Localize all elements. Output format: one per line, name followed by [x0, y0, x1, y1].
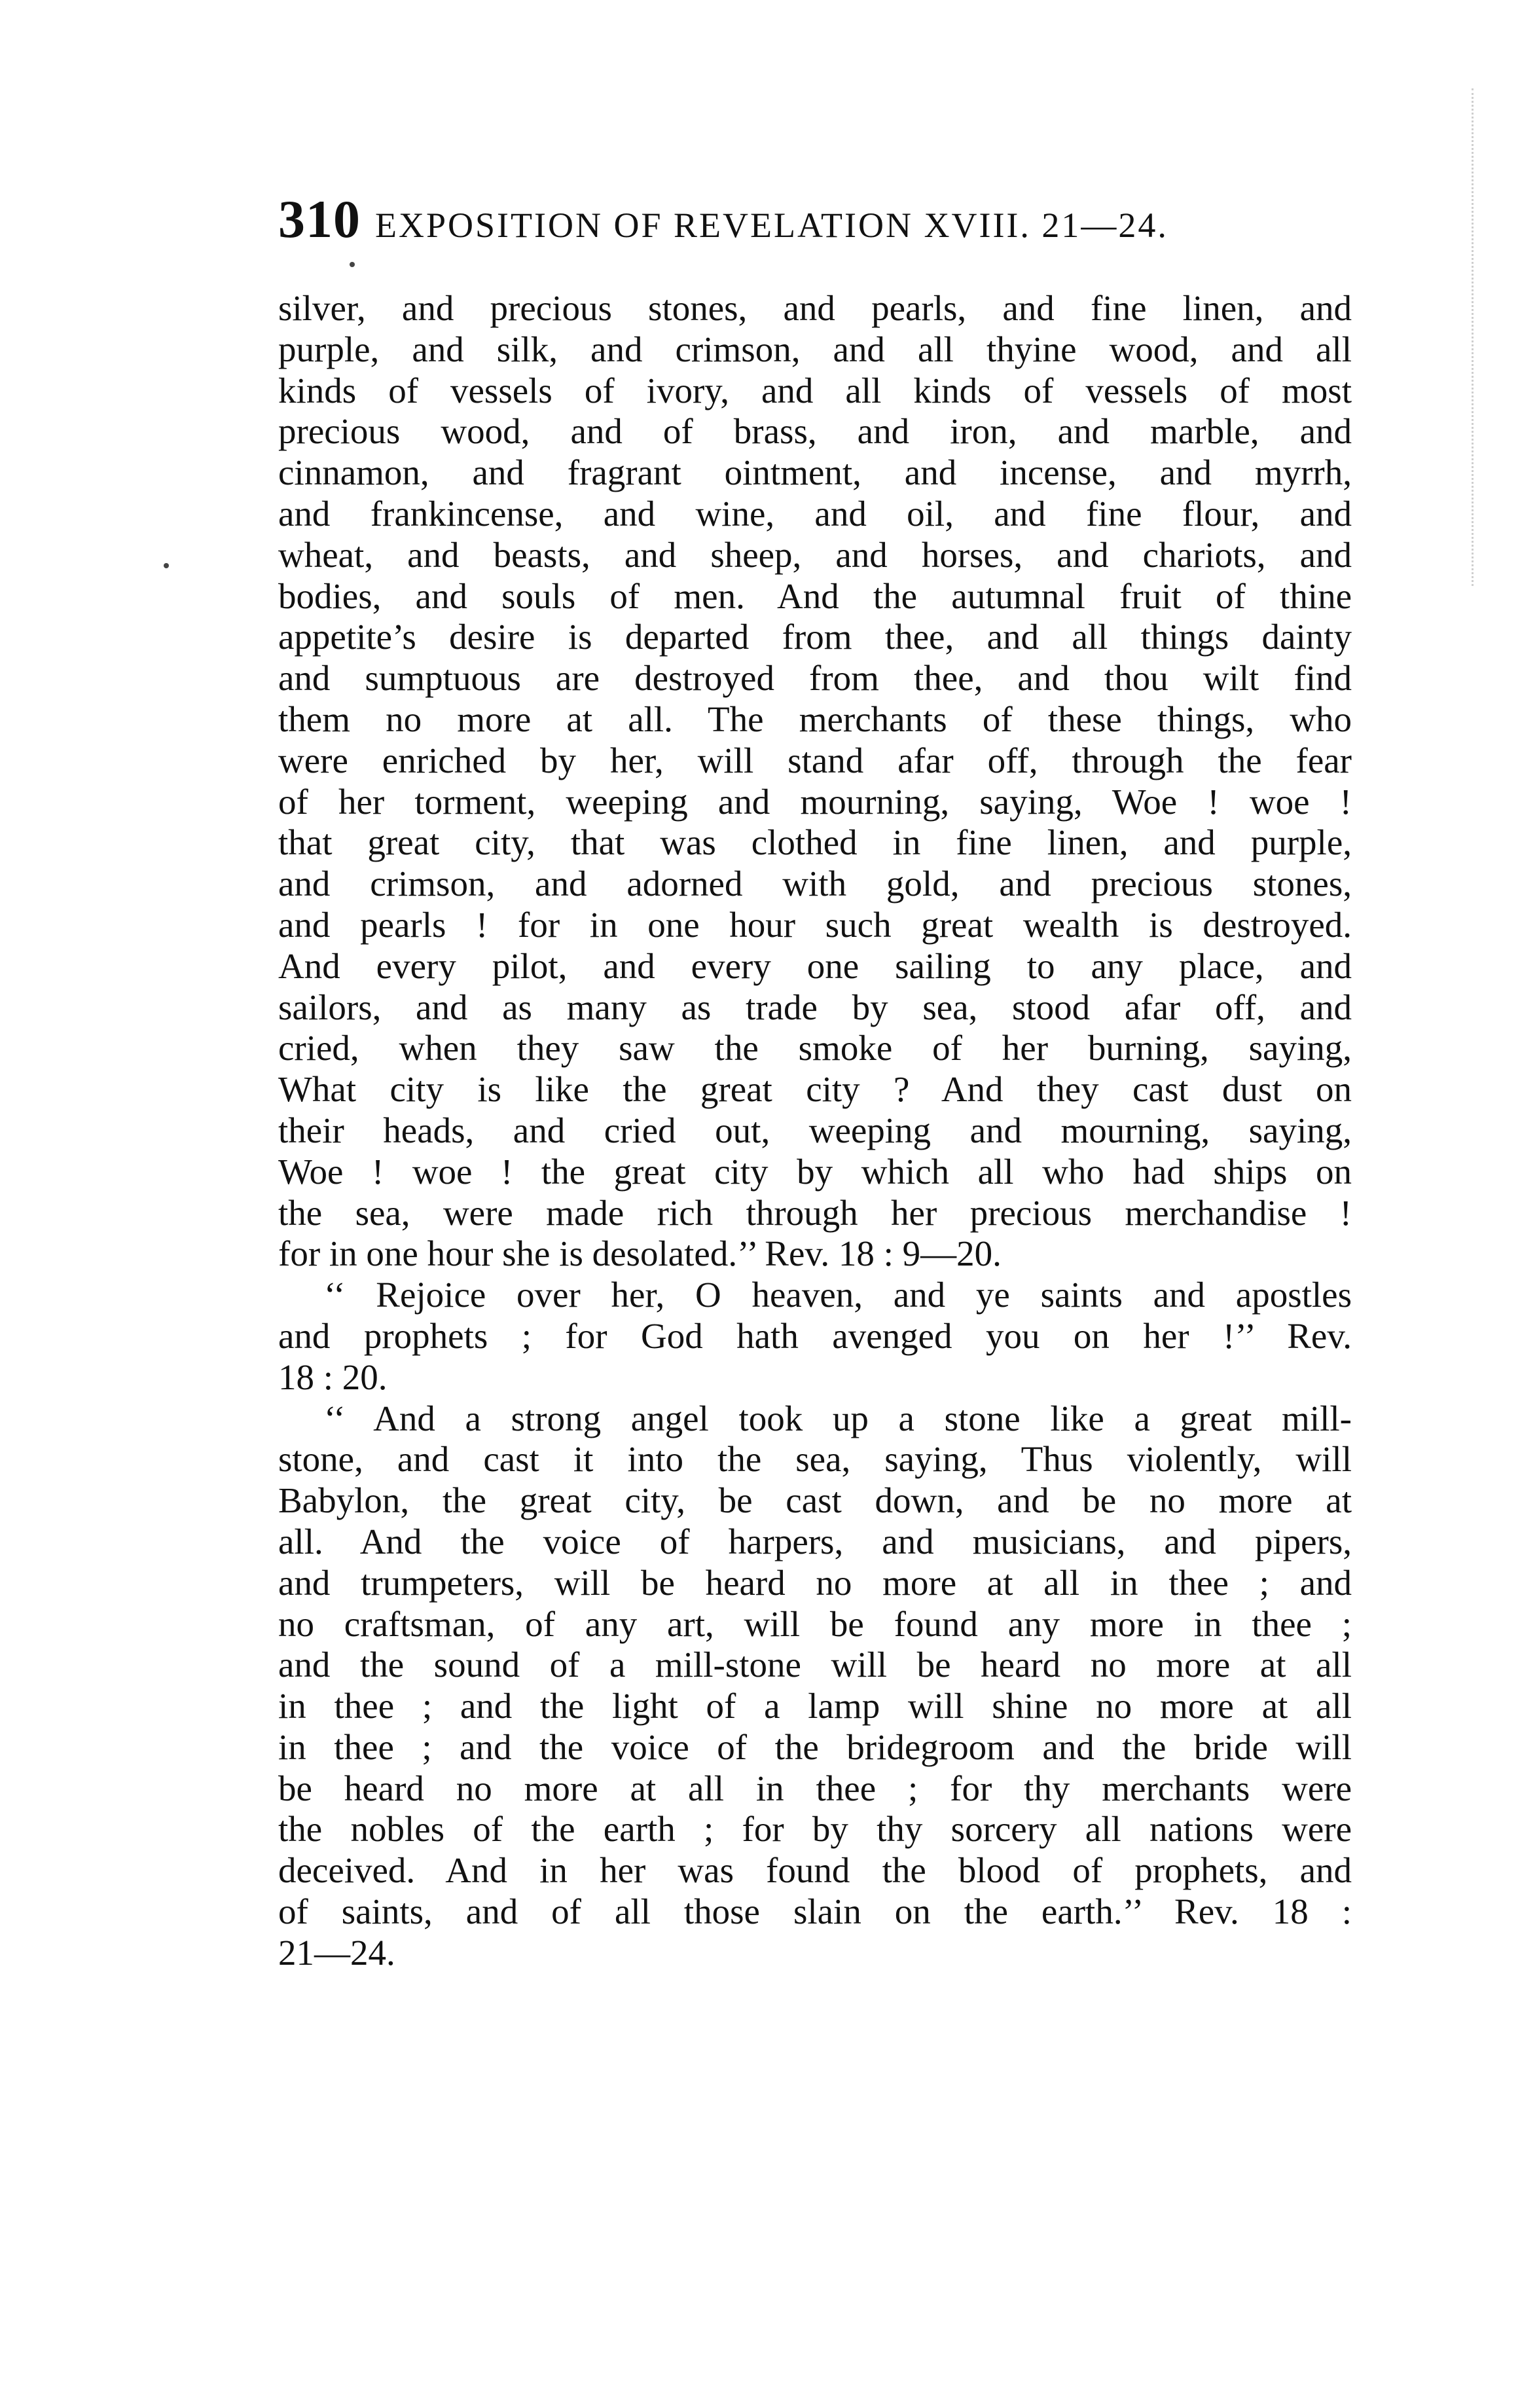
text-line: stone, and cast it into the sea, saying, Thus violently, will — [278, 1439, 1352, 1480]
text-line: sailors, and as many as trade by sea, stood afar off, and — [278, 987, 1352, 1027]
text-line: their heads, and cried out, weeping and mourning, saying, — [278, 1110, 1352, 1150]
text-line: cried, when they saw the smoke of her burning, saying, — [278, 1028, 1352, 1068]
text-line: be heard no more at all in thee ; for thy merchants were — [278, 1768, 1352, 1808]
body-text — [278, 288, 1352, 1974]
text-line: them no more at all. The merchants of these things, who — [278, 699, 1352, 739]
text-line: silver, and precious stones, and pearls, and fine linen, and — [278, 288, 1352, 328]
text-line: that great city, that was clothed in fine linen, and purple, — [278, 822, 1352, 863]
text-line: in thee ; and the light of a lamp will shine no more at all — [278, 1686, 1352, 1726]
text-line: and crimson, and adorned with gold, and precious stones, — [278, 864, 1352, 904]
text-line: the nobles of the earth ; for by thy sorcery all nations were — [278, 1809, 1352, 1850]
text-line: wheat, and beasts, and sheep, and horses, and chariots, and — [278, 534, 1352, 575]
text-line: of her torment, weeping and mourning, saying, Woe ! woe ! — [278, 781, 1352, 822]
running-head: EXPOSITION OF REVELATION XVIII. 21—24. — [375, 206, 1168, 245]
stray-ink-dot — [164, 563, 169, 568]
text-line: of saints, and of all those slain on the earth.’’ Rev. 18 : — [278, 1891, 1352, 1932]
text-line: appetite’s desire is departed from thee, and all things dainty — [278, 617, 1352, 657]
text-line: deceived. And in her was found the blood of prophets, and — [278, 1850, 1352, 1891]
text-line: and prophets ; for God hath avenged you on her !’’ Rev. — [278, 1315, 1352, 1356]
text-line: and frankincense, and wine, and oil, and fine flour, and — [278, 493, 1352, 534]
text-line: and sumptuous are destroyed from thee, and thou wilt find — [278, 658, 1352, 699]
text-line: And every pilot, and every one sailing to any place, and — [278, 945, 1352, 986]
page-number: 310 — [278, 189, 361, 249]
text-line: purple, and silk, and crimson, and all thyine wood, and all — [278, 329, 1352, 369]
text-line: the sea, were made rich through her precious merchandise ! — [278, 1192, 1352, 1233]
text-line: all. And the voice of harpers, and musicians, and pipers, — [278, 1521, 1352, 1561]
text-line: Babylon, the great city, be cast down, and be no more at — [278, 1480, 1352, 1521]
text-line: ‘‘ Rejoice over her, O heaven, and ye saints and apostles — [324, 1275, 1352, 1315]
text-line: precious wood, and of brass, and iron, and marble, and — [278, 411, 1352, 452]
text-line: were enriched by her, will stand afar off, through the fear — [278, 740, 1352, 780]
text-line: 21—24. — [278, 1932, 395, 1973]
text-line: cinnamon, and fragrant ointment, and incense, and myrrh, — [278, 452, 1352, 493]
text-line: ‘‘ And a strong angel took up a stone like a great mill- — [324, 1398, 1352, 1438]
gutter-shadow-mark — [1472, 88, 1475, 586]
text-line: and the sound of a mill-stone will be heard no more at all — [278, 1645, 1352, 1685]
page-header — [278, 189, 1352, 261]
text-line: kinds of vessels of ivory, and all kinds of vessels of most — [278, 370, 1352, 410]
text-line: no craftsman, of any art, will be found any more in thee ; — [278, 1603, 1352, 1644]
stray-ink-dot — [350, 262, 355, 267]
text-line: Woe ! woe ! the great city by which all who had ships on — [278, 1151, 1352, 1192]
text-line: What city is like the great city ? And they cast dust on — [278, 1069, 1352, 1110]
text-line: 18 : 20. — [278, 1357, 388, 1397]
text-line: in thee ; and the voice of the bridegroom and the bride will — [278, 1726, 1352, 1767]
text-line: and pearls ! for in one hour such great wealth is destroyed. — [278, 904, 1352, 945]
text-line: and trumpeters, will be heard no more at all in thee ; and — [278, 1562, 1352, 1603]
text-line: for in one hour she is desolated.’’ Rev. 18 : 9—20. — [278, 1233, 1002, 1274]
text-line: bodies, and souls of men. And the autumnal fruit of thine — [278, 575, 1352, 616]
